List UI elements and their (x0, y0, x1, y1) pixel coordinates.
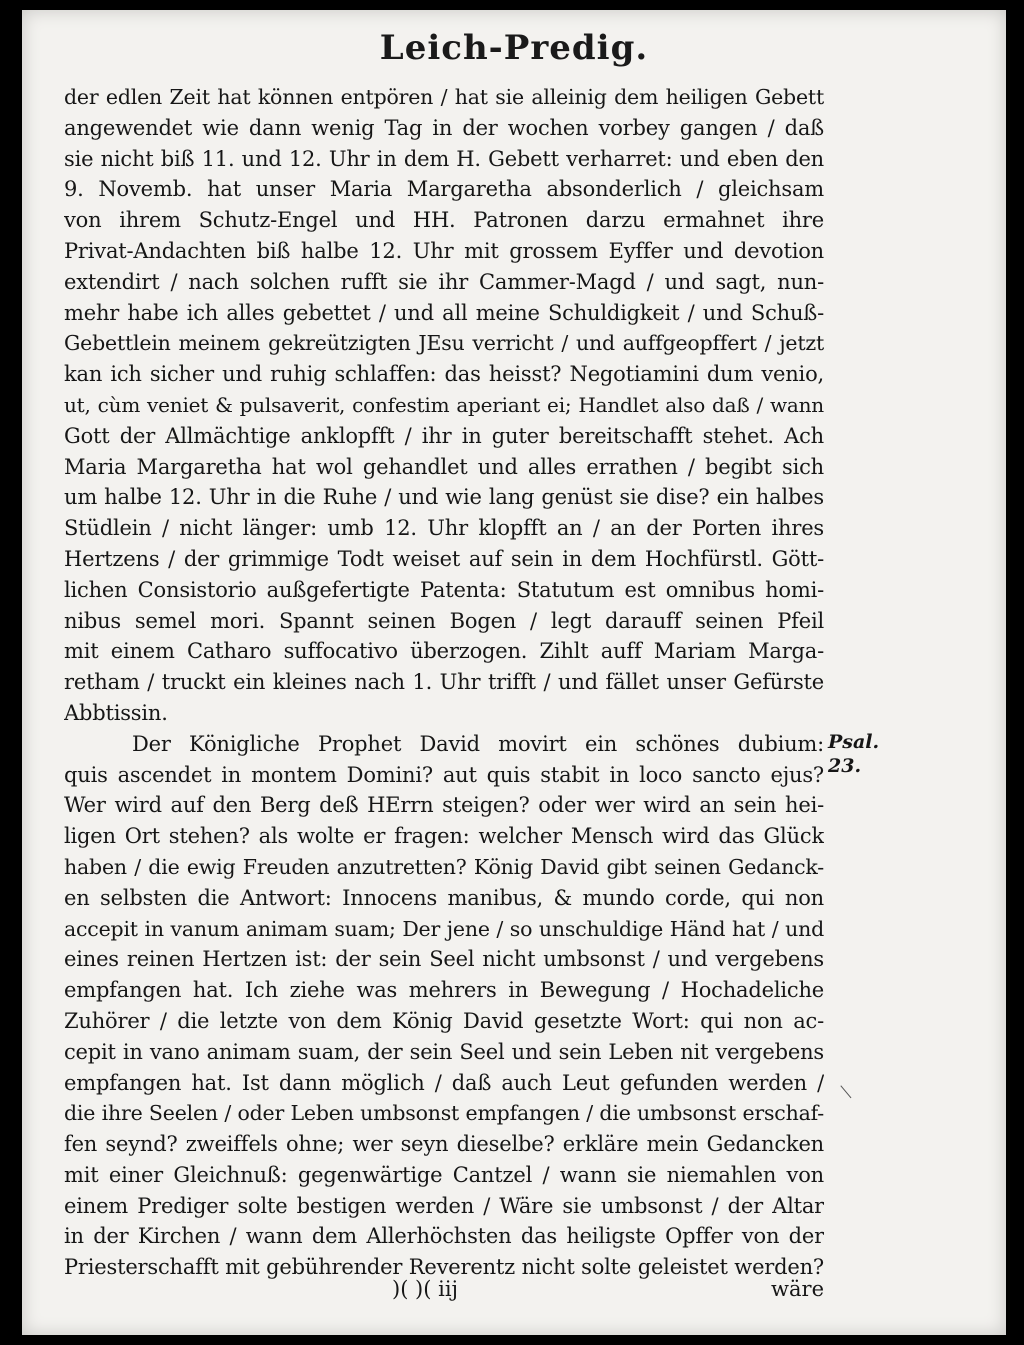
citation-book: Psal. (828, 731, 880, 753)
text-line: Abbtissin. (64, 700, 168, 725)
ink-mark (840, 1078, 860, 1099)
text-line: eines reinen Hertzen ist: der sein Seel nicht umbsonst / und vergebens (64, 947, 824, 972)
text-line: lichen Consistorio außgefertigte Patenta: Statutum est omnibus homi- (64, 577, 824, 602)
text-line: Priesterschafft mit gebührender Reverentz nicht solte geleistet werden? (64, 1255, 824, 1280)
text-line: Der Königliche Prophet David movirt ein schönes dubium: (132, 731, 824, 756)
text-line: Stüdlein / nicht länger: umb 12. Uhr klopfft an / an der Porten ihres (64, 516, 824, 541)
text-line: in der Kirchen / wann dem Allerhöchsten das heiligste Opffer von der (64, 1224, 824, 1249)
text-line: accepit in vanum animam suam; Der jene / so unschuldige Händ hat / und (64, 916, 824, 941)
text-line: Hertzens / der grimmige Todt weiset auf sein in dem Hochfürstl. Gött- (64, 546, 824, 571)
text-line: Wer wird auf den Berg deß HErrn steigen? oder wer wird an sein hei- (64, 793, 824, 818)
text-line: Gott der Allmächtige anklopfft / ihr in guter bereitschafft stehet. Ach (64, 423, 824, 448)
text-line: mit einer Gleichnuß: gegenwärtige Cantzel / wann sie niemahlen von (64, 1162, 824, 1187)
text-line: angewendet wie dann wenig Tag in der wochen vorbey gangen / daß (64, 115, 824, 140)
text-line: mit einem Catharo suffocativo überzogen. Zihlt auff Mariam Marga- (64, 639, 824, 664)
citation-chapter: 23. (828, 755, 862, 777)
text-line: ligen Ort stehen? als wolte er fragen: welcher Mensch wird das Glück (64, 824, 824, 849)
text-line: sie nicht biß 11. und 12. Uhr in dem H. Gebett verharret: und eben den (64, 146, 824, 171)
text-line: quis ascendet in montem Domini? aut quis stabit in loco sancto ejus? (64, 762, 824, 787)
text-line: Maria Margaretha hat wol gehandlet und alles errathen / begibt sich (64, 454, 824, 479)
marginal-citation (828, 730, 879, 778)
text-line: die ihre Seelen / oder Leben umbsonst empfangen / die umbsonst erschaf- (64, 1101, 824, 1126)
text-line: fen seynd? zweiffels ohne; wer seyn dieselbe? erkläre mein Gedancken (64, 1132, 824, 1157)
text-line: retham / truckt ein kleines nach 1. Uhr trifft / und fället unser Gefürste (64, 670, 824, 695)
text-line: Privat-Andachten biß halbe 12. Uhr mit grossem Eyffer und devotion (64, 238, 824, 263)
text-line: der edlen Zeit hat können entpören / hat sie alleinig dem heiligen Gebett (64, 85, 824, 109)
text-line: Zuhörer / die letzte von dem König David gesetzte Wort: qui non ac- (64, 1008, 824, 1033)
running-head: Leich-Predig. (379, 28, 649, 68)
text-line: en selbsten die Antwort: Innocens manibus, & mundo corde, qui non (64, 885, 824, 910)
catchword: wäre (771, 1277, 824, 1301)
text-line: empfangen hat. Ist dann möglich / daß auch Leut gefunden werden / (64, 1070, 824, 1095)
text-line: haben / die ewig Freuden anzutretten? König David gibt seinen Gedanck- (64, 854, 824, 879)
text-line: Gebettlein meinem gekreützigten JEsu verricht / und auffgeopffert / jetzt (64, 331, 824, 356)
text-line: nibus semel mori. Spannt seinen Bogen / legt darauff seinen Pfeil (64, 608, 824, 633)
text-line: mehr habe ich alles gebettet / und all meine Schuldigkeit / und Schuß- (64, 300, 824, 325)
signature-mark: )( )( iij (392, 1277, 459, 1301)
text-line: empfangen hat. Ich ziehe was mehrers in Bewegung / Hochadeliche (64, 978, 824, 1003)
text-line: extendirt / nach solchen rufft sie ihr Cammer-Magd / und sagt, nun- (64, 269, 824, 294)
text-line: einem Prediger solte bestigen werden / Wäre sie umbsonst / der Altar (64, 1193, 824, 1218)
text-line: von ihrem Schutz-Engel und HH. Patronen darzu ermahnet ihre (64, 208, 824, 233)
text-line: um halbe 12. Uhr in die Ruhe / und wie lang genüst sie dise? ein halbes (64, 485, 824, 510)
text-line: 9. Novemb. hat unser Maria Margaretha absonderlich / gleichsam (64, 177, 824, 202)
text-line: ut, cùm veniet & pulsaverit, confestim aperiant ei; Handlet also daß / wann (64, 392, 824, 417)
body-text (64, 82, 824, 1283)
page-footer (64, 1277, 824, 1311)
text-line: kan ich sicher und ruhig schlaffen: das heisst? Negotiamini dum venio, (64, 362, 824, 387)
document-page (22, 10, 1006, 1335)
text-line: cepit in vano animam suam, der sein Seel und sein Leben nit vergebens (64, 1039, 824, 1064)
